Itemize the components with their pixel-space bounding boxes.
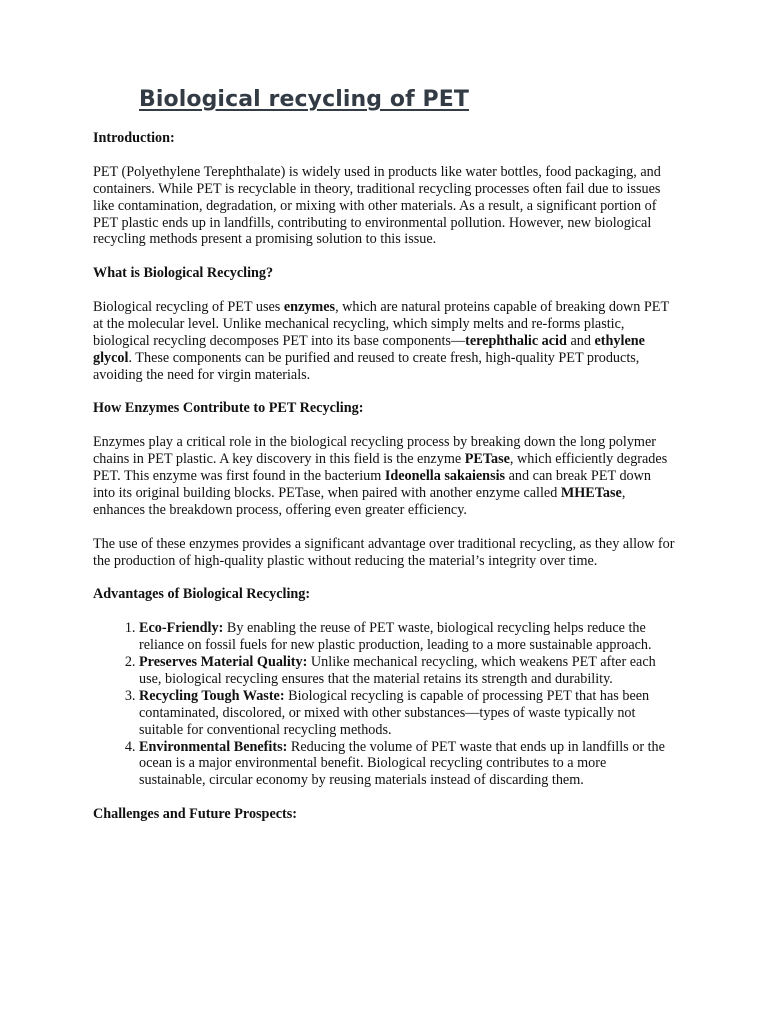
spacer — [93, 248, 675, 265]
list-item-label: Environmental Benefits: — [139, 738, 288, 755]
challenges-heading: Challenges and Future Prospects: — [93, 806, 298, 823]
list-item — [139, 739, 675, 790]
list-item-text: Unlike mechanical recycling, which weakens PET after each use, biological recycling ensures that the material retains its strength and durability. — [139, 653, 656, 687]
term-petase: PETase — [464, 451, 510, 468]
intro-heading: Introduction: — [93, 130, 175, 146]
list-item-text: Biological recycling is capable of processing PET that has been contaminated, discolored, or mixed with other substances—types of waste typically not suitable for conventional recycling methods. — [139, 687, 650, 738]
enzymes-text-1: Enzymes play a critical role in the biological recycling process by breaking down the long polymer chains in PET plastic. A key discovery in this field is the enzyme — [93, 434, 656, 468]
spacer — [93, 603, 675, 620]
advantages-heading: Advantages of Biological Recycling: — [93, 586, 311, 603]
spacer — [93, 417, 675, 434]
term-ideonella-sakaiensis: Ideonella sakaiensis — [384, 468, 506, 485]
list-item-label: Eco-Friendly: — [139, 620, 224, 637]
what-is-text-3: and — [566, 332, 595, 349]
enzymes-paragraph — [93, 434, 675, 519]
enzymes-text-4: , enhances the breakdown process, offering even greater efficiency. — [93, 484, 626, 518]
spacer — [93, 147, 675, 164]
list-item — [139, 688, 675, 739]
term-terephthalic-acid: terephthalic acid — [465, 332, 567, 349]
document-body — [93, 130, 675, 823]
list-item-label: Preserves Material Quality: — [139, 653, 308, 670]
enzymes-heading: How Enzymes Contribute to PET Recycling: — [93, 400, 364, 417]
what-is-text-2: , which are natural proteins capable of breaking down PET at the molecular level. Unlike mechanical recycling, which simply melts and re-forms plastic, biological recycling decomposes PET into its base components— — [93, 299, 669, 349]
document-title: Biological recycling of PET — [139, 87, 470, 112]
advantages-list — [93, 620, 675, 789]
enzymes-text-2: , which efficiently degrades PET. This enzyme was first found in the bacterium — [93, 451, 668, 485]
list-item — [139, 654, 675, 688]
what-is-heading: What is Biological Recycling? — [93, 265, 274, 282]
what-is-text-1: Biological recycling of PET uses — [93, 299, 284, 316]
spacer — [93, 519, 675, 536]
spacer — [93, 789, 675, 806]
term-ethylene-glycol: ethylene glycol — [93, 332, 645, 366]
spacer — [93, 569, 675, 586]
enzymes-text-3: and can break PET down into its original building blocks. PETase, when paired with another enzyme called — [93, 468, 651, 501]
term-mhetase: MHETase — [560, 484, 622, 501]
spacer — [93, 282, 675, 299]
list-item-label: Recycling Tough Waste: — [139, 687, 285, 704]
enzymes-paragraph-2: The use of these enzymes provides a significant advantage over traditional recycling, as they allow for the production of high-quality plastic without reducing the material’s integrity over time. — [93, 535, 675, 569]
list-item — [139, 620, 675, 654]
spacer — [93, 384, 675, 401]
intro-paragraph: PET (Polyethylene Terephthalate) is widely used in products like water bottles, food packaging, and containers. While PET is recyclable in theory, traditional recycling processes often fail due to issues like contamination, degradation, or mixing with other materials. As a result, a significant portion of PET plastic ends up in landfills, contributing to environmental pollution. However, new biological recycling methods present a promising solution to this issue. — [93, 163, 661, 248]
what-is-text-4: . These components can be purified and reused to create fresh, high-quality PET products, avoiding the need for virgin materials. — [93, 349, 640, 383]
what-is-paragraph — [93, 299, 675, 384]
list-item-text: By enabling the reuse of PET waste, biological recycling helps reduce the reliance on fossil fuels for new plastic production, leading to a more sustainable approach. — [139, 620, 652, 654]
list-item-text: Reducing the volume of PET waste that ends up in landfills or the ocean is a major environmental benefit. Biological recycling contributes to a more sustainable, circular economy by reusing materials instead of discarding them. — [139, 738, 665, 789]
term-enzymes: enzymes — [283, 299, 336, 316]
